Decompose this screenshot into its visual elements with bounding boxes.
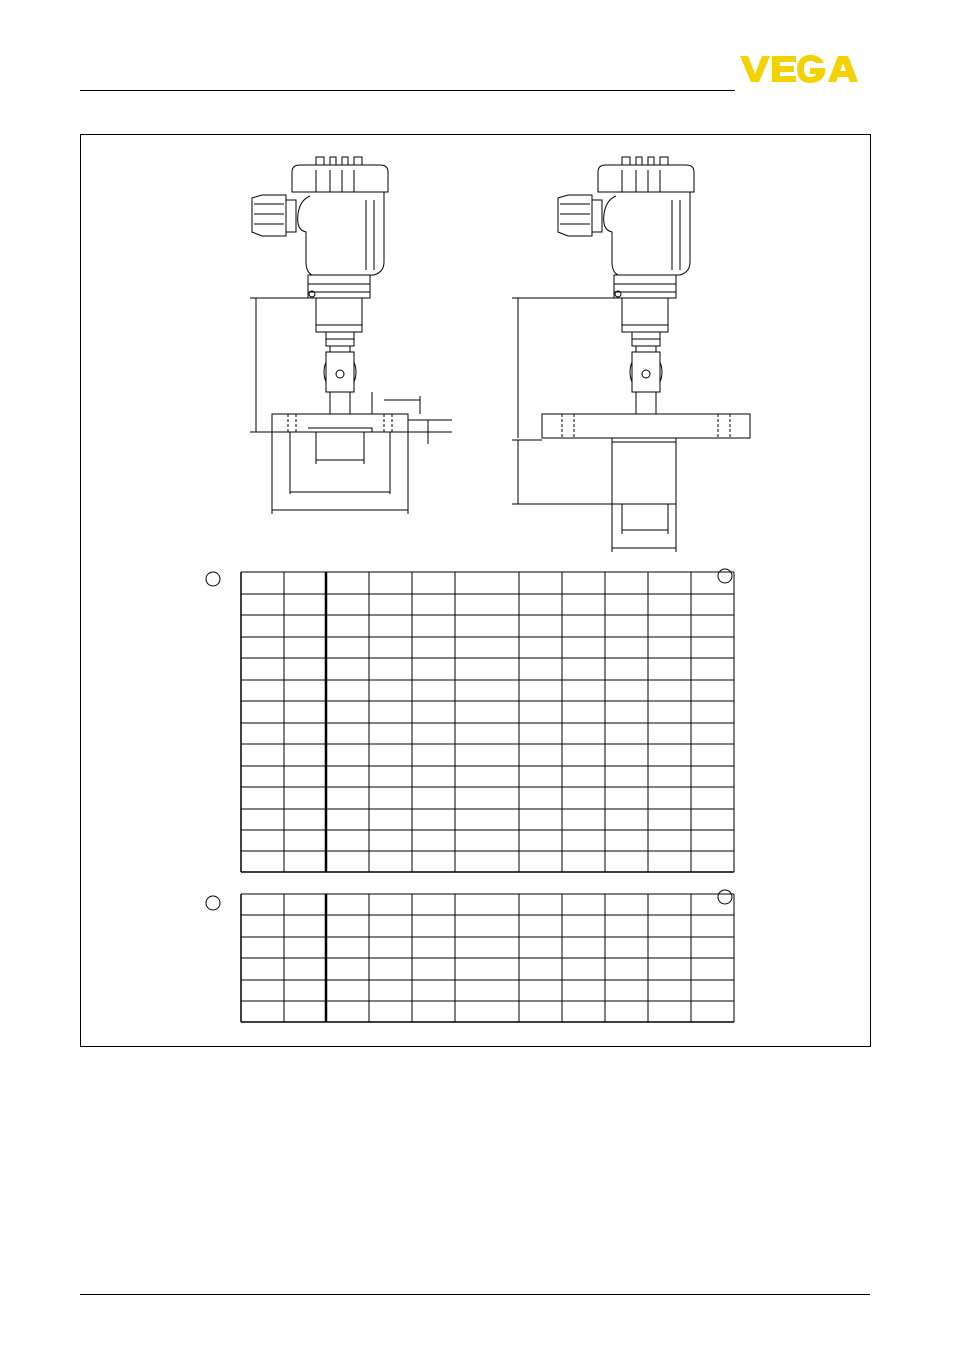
- footer-rule: [80, 1294, 870, 1295]
- marker-circle: [718, 569, 732, 583]
- dimension-table-2: [241, 894, 734, 1022]
- left-device: [250, 157, 452, 514]
- dimension-table-1: [241, 572, 734, 872]
- right-device: [512, 157, 750, 552]
- marker-circle: [206, 572, 220, 586]
- marker-circle: [718, 890, 732, 904]
- marker-circle: [206, 896, 220, 910]
